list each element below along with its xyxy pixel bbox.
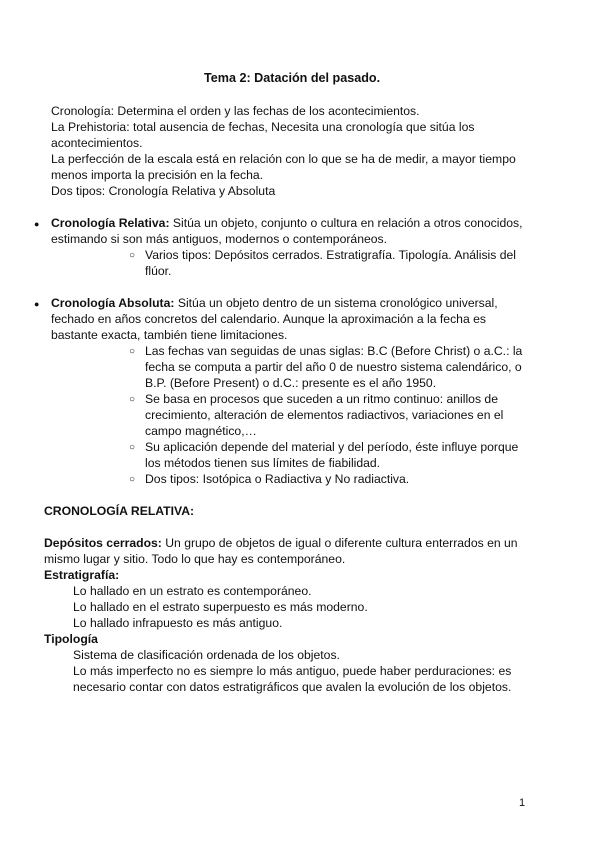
tipologia-term: Tipología <box>44 632 98 646</box>
intro-line: Cronología: Determina el orden y las fechas de los acontecimientos. <box>51 104 420 118</box>
relativa-line <box>51 216 523 232</box>
section-heading: CRONOLOGÍA RELATIVA: <box>44 504 195 518</box>
absoluta-line <box>51 296 498 312</box>
absoluta-sub-line: fecha se computa a partir del año 0 de nuestro sistema calendárico, o <box>145 360 522 374</box>
relativa-sub-line: flúor. <box>145 264 172 278</box>
depositos-line <box>44 536 518 552</box>
page-title: Tema 2: Datación del pasado. <box>204 71 381 85</box>
absoluta-sub-line: Las fechas van seguidas de unas siglas: B.C (Before Christ) o a.C.: la <box>145 344 523 358</box>
bullet-icon: ● <box>34 219 40 229</box>
absoluta-sub-line: campo magnético,… <box>145 424 257 438</box>
relativa-line: estimando si son más antiguos, modernos o contemporáneos. <box>51 232 388 246</box>
circle-bullet-icon: ○ <box>129 394 136 405</box>
estratigrafia-line: Lo hallado en el estrato superpuesto es más moderno. <box>73 600 368 614</box>
absoluta-line: fechado en años concretos del calendario. Aunque la aproximación a la fecha es <box>51 312 486 326</box>
circle-bullet-icon: ○ <box>129 442 136 453</box>
page-number: 1 <box>519 797 526 809</box>
intro-line: La Prehistoria: total ausencia de fechas, Necesita una cronología que sitúa los <box>51 120 475 134</box>
absoluta-sub-line: B.P. (Before Present) o d.C.: presente es el año 1950. <box>145 376 437 390</box>
depositos-line: mismo lugar y sitio. Todo lo que hay es contemporáneo. <box>44 552 346 566</box>
tipologia-line: necesario contar con datos estratigráficos que avalen la evolución de los objetos. <box>73 680 512 694</box>
circle-bullet-icon: ○ <box>129 250 136 261</box>
tipologia-line: Lo más imperfecto no es siempre lo más antiguo, puede haber perduraciones: es <box>73 664 512 678</box>
estratigrafia-line: Lo hallado infrapuesto es más antiguo. <box>73 616 283 630</box>
bullet-icon: ● <box>34 299 40 309</box>
depositos-term: Depósitos cerrados: <box>44 536 162 550</box>
absoluta-line: bastante exacta, también tiene limitaciones. <box>51 328 288 342</box>
relativa-text: Sitúa un objeto, conjunto o cultura en relación a otros conocidos, <box>169 216 523 230</box>
absoluta-sub-line: Dos tipos: Isotópica o Radiactiva y No radiactiva. <box>145 472 410 486</box>
depositos-text: Un grupo de objetos de igual o diferente cultura enterrados en un <box>161 536 518 550</box>
intro-line: menos importa la precisión en la fecha. <box>51 168 264 182</box>
circle-bullet-icon: ○ <box>129 474 136 485</box>
absoluta-sub-line: Su aplicación depende del material y del período, éste influye porque <box>145 440 519 454</box>
absoluta-sub-line: crecimiento, alteración de elementos radiactivos, variaciones en el <box>145 408 504 422</box>
absoluta-sub-line: los métodos tienen sus límites de fiabilidad. <box>145 456 381 470</box>
circle-bullet-icon: ○ <box>129 346 136 357</box>
intro-line: Dos tipos: Cronología Relativa y Absoluta <box>51 184 276 198</box>
estratigrafia-line: Lo hallado en un estrato es contemporáneo. <box>73 584 312 598</box>
intro-line: La perfección de la escala está en relación con lo que se ha de medir, a mayor tiempo <box>51 152 516 166</box>
estratigrafia-term: Estratigrafía: <box>44 568 120 582</box>
relativa-term: Cronología Relativa: <box>51 216 170 230</box>
absoluta-text: Sitúa un objeto dentro de un sistema cronológico universal, <box>174 296 498 310</box>
intro-line: acontecimientos. <box>51 136 143 150</box>
absoluta-term: Cronología Absoluta: <box>51 296 175 310</box>
relativa-sub-line: Varios tipos: Depósitos cerrados. Estratigrafía. Tipología. Análisis del <box>145 248 516 262</box>
tipologia-line: Sistema de clasificación ordenada de los objetos. <box>73 648 340 662</box>
absoluta-sub-line: Se basa en procesos que suceden a un ritmo continuo: anillos de <box>145 392 498 406</box>
